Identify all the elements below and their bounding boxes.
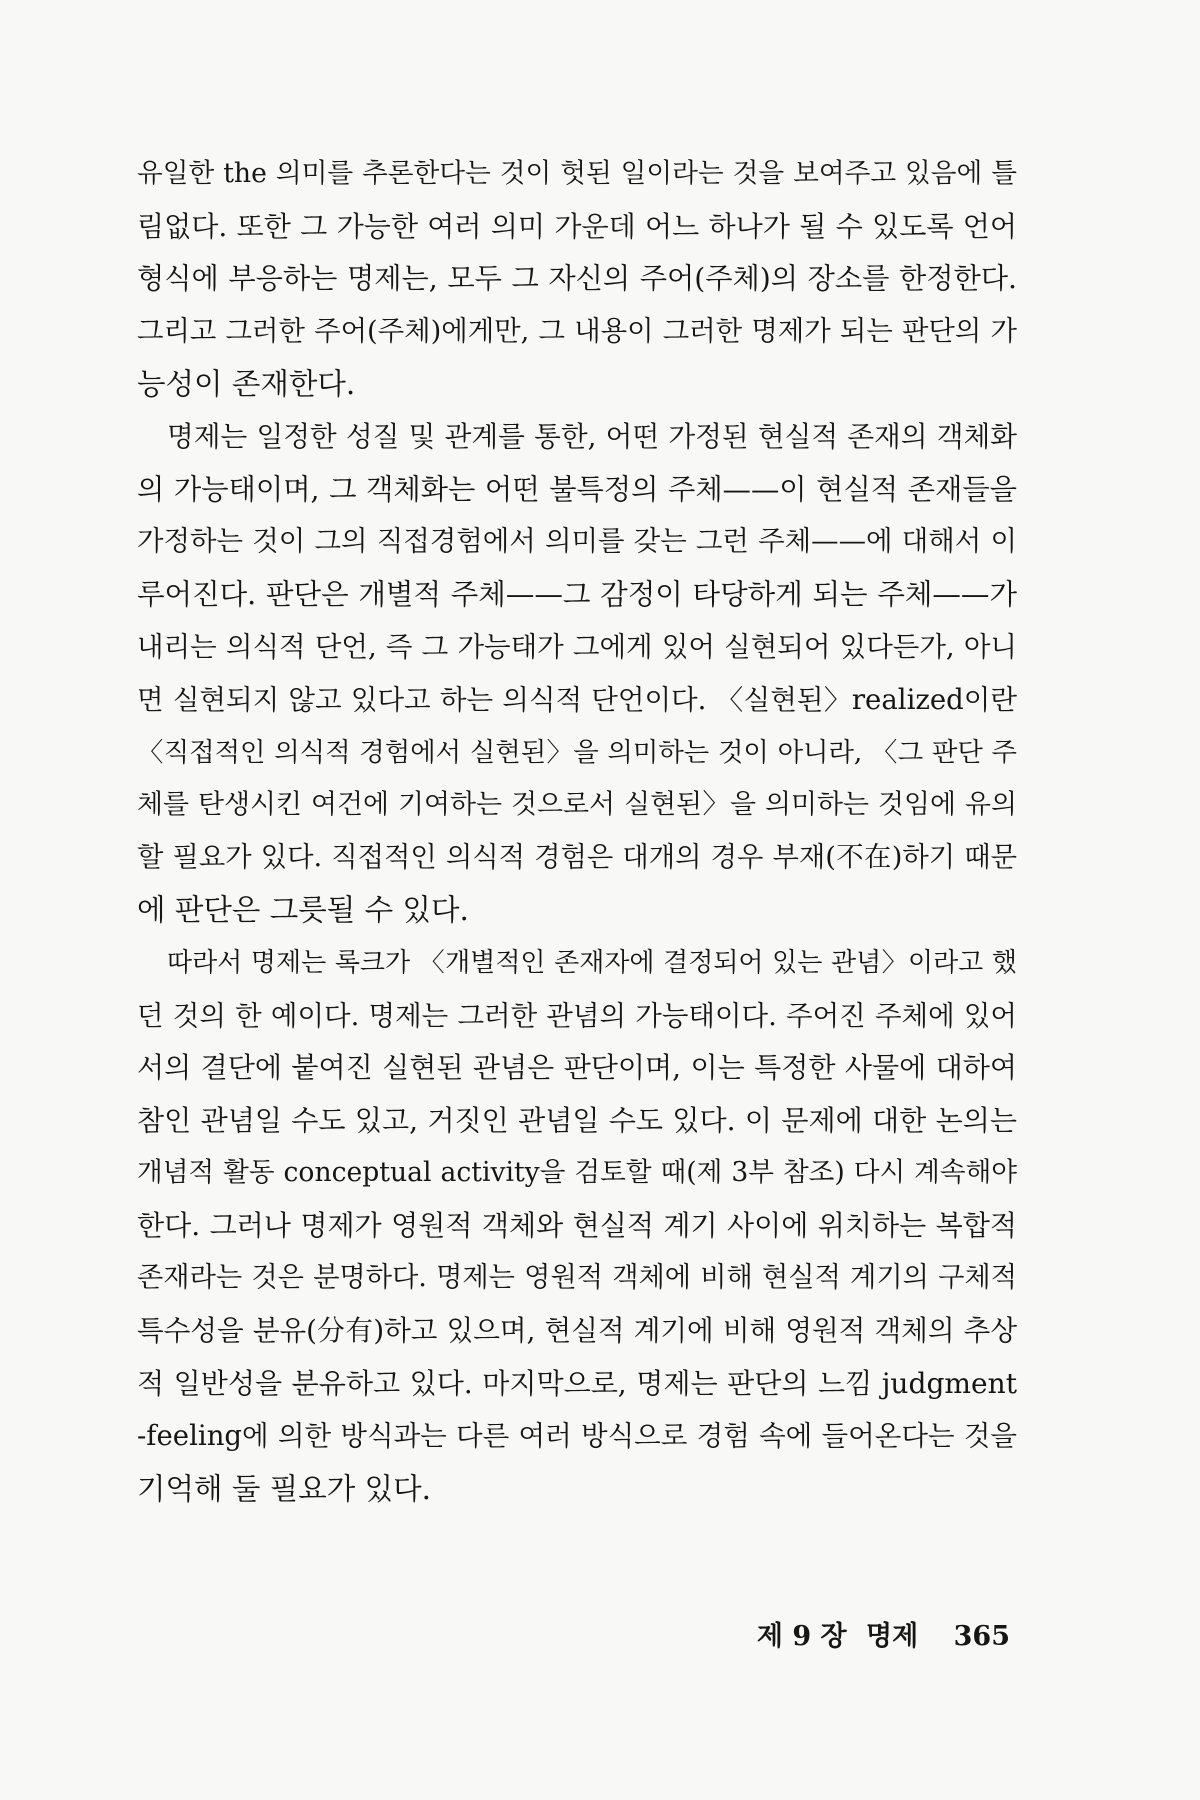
text-line: 루어진다. 판단은 개별적 주체——그 감정이 타당하게 되는 주체——가 bbox=[137, 577, 1017, 611]
text-line: 존재라는 것은 분명하다. 명제는 영원적 객체에 비해 현실적 계기의 구체적 bbox=[137, 1262, 1017, 1294]
text-line: 적 일반성을 분유하고 있다. 마지막으로, 명제는 판단의 느낌 judgment bbox=[137, 1366, 1017, 1400]
text-line: 의 가능태이며, 그 객체화는 어떤 불특정의 주체——이 현실적 존재들을 bbox=[137, 472, 1017, 506]
text-line: 가정하는 것이 그의 직접경험에서 의미를 갖는 그런 주체——에 대해서 이 bbox=[137, 526, 1017, 558]
text-line: 따라서 명제는 록크가 〈개별적인 존재자에 결정되어 있는 관념〉이라고 했 bbox=[167, 947, 1017, 978]
text-line: 던 것의 한 예이다. 명제는 그러한 관념의 가능태이다. 주어진 주체에 있어 bbox=[137, 999, 1017, 1032]
text-line: 개념적 활동 conceptual activity을 검토할 때(제 3부 참조) 다시 계속해야 bbox=[137, 1157, 1017, 1189]
text-line: 참인 관념일 수도 있고, 거짓인 관념일 수도 있다. 이 문제에 대한 논의는 bbox=[137, 1103, 1017, 1137]
text-line: 할 필요가 있다. 직접적인 의식적 경험은 대개의 경우 부재(不在)하기 때문 bbox=[137, 841, 1017, 873]
text-line: 형식에 부응하는 명제는, 모두 그 자신의 주어(주체)의 장소를 한정한다. bbox=[137, 262, 1017, 296]
text-line: 유일한 the 의미를 추론한다는 것이 헛된 일이라는 것을 보여주고 있음에 틀 bbox=[137, 158, 1017, 189]
text-line: 서의 결단에 붙여진 실현된 관념은 판단이며, 이는 특정한 사물에 대하여 bbox=[137, 1051, 1017, 1085]
text-line: -feeling에 의한 방식과는 다른 여러 방식으로 경험 속에 들어온다는 것을 bbox=[137, 1420, 1017, 1453]
text-line: 한다. 그러나 명제가 영원적 객체와 현실적 계기 사이에 위치하는 복합적 bbox=[137, 1208, 1017, 1242]
text-line: 특수성을 분유(分有)하고 있으며, 현실적 계기에 비해 영원적 객체의 추상 bbox=[137, 1314, 1017, 1348]
text-line: 면 실현되지 않고 있다고 하는 의식적 단언이다. 〈실현된〉realized이란 bbox=[137, 683, 1017, 716]
page-number: 365 bbox=[953, 1621, 1010, 1652]
section-title: 명제 bbox=[866, 1621, 919, 1652]
body-text bbox=[137, 148, 1017, 1515]
text-line: 기억해 둘 필요가 있다. bbox=[137, 1471, 431, 1506]
text-line: 명제는 일정한 성질 및 관계를 통한, 어떤 가정된 현실적 존재의 객체화 bbox=[167, 419, 1017, 453]
text-line: 능성이 존재한다. bbox=[137, 367, 356, 402]
text-line: 에 판단은 그릇될 수 있다. bbox=[137, 893, 469, 928]
running-footer bbox=[757, 1614, 1010, 1653]
text-line: 〈직접적인 의식적 경험에서 실현된〉을 의미하는 것이 아니라, 〈그 판단 주 bbox=[137, 737, 1017, 768]
chapter-label: 제 9 장 bbox=[756, 1621, 847, 1652]
text-line: 림없다. 또한 그 가능한 여러 의미 가운데 어느 하나가 될 수 있도록 언어 bbox=[137, 209, 1017, 243]
text-line: 그리고 그러한 주어(주체)에게만, 그 내용이 그러한 명제가 되는 판단의 가 bbox=[137, 315, 1017, 347]
text-line: 내리는 의식적 단언, 즉 그 가능태가 그에게 있어 실현되어 있다든가, 아니 bbox=[137, 631, 1017, 664]
text-line: 체를 탄생시킨 여건에 기여하는 것으로서 실현된〉을 의미하는 것임에 유의 bbox=[137, 789, 1017, 821]
